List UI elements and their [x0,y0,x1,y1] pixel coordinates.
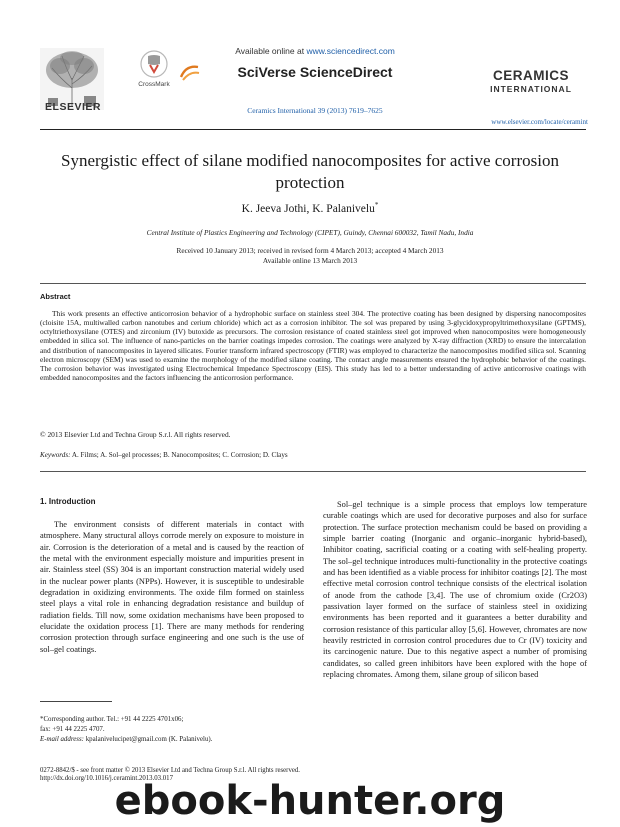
crossmark-icon[interactable] [140,50,168,78]
email-address[interactable]: kpalanivelucipet@gmail.com (K. Palanivelu). [85,736,213,743]
platform-name: SciVerse ScienceDirect [237,64,393,80]
corresponding-author-note: *Corresponding author. Tel.: +91 44 2225 4701x06; [40,716,184,723]
publisher-name: ELSEVIER [45,101,101,113]
watermark-text: ebook-hunter.org [114,778,506,824]
crossmark-label: CrossMark [138,81,170,88]
copyright-line: © 2013 Elsevier Ltd and Techna Group S.r.l. All rights reserved. [40,430,231,439]
received-dates: Received 10 January 2013; received in revised form 4 March 2013; accepted 4 March 2013 [176,246,444,255]
journal-logo-subtitle: INTERNATIONAL [490,84,572,94]
journal-citation-link[interactable]: Ceramics International 39 (2013) 7619–7625 [247,106,383,115]
author-line [100,201,520,215]
article-history [60,246,560,266]
keywords-line [40,451,586,459]
corresponding-author-mark[interactable]: * [374,201,379,209]
email-note [40,735,304,744]
availability-prefix: Available online at [235,46,305,56]
abstract-heading: Abstract [40,292,71,301]
journal-logo-title: CERAMICS [492,68,569,83]
online-date: Available online 13 March 2013 [262,256,358,265]
journal-homepage-link[interactable]: www.elsevier.com/locate/ceramint [491,118,588,126]
keywords-divider [40,471,586,472]
fax-note: fax: +91 44 2225 4707. [40,726,105,733]
section-heading-introduction: 1. Introduction [40,497,96,506]
doi-link[interactable]: http://dx.doi.org/10.1016/j.ceramint.2013.03.017 [40,775,173,782]
footnote-divider [40,701,112,702]
abstract-text: This work presents an effective anticorrosion behavior of a hydrophobic surface on stainless steel 304. The protective coating has been designed by dispersing nanocomposites (cloisite 15A, multiwalled carbon nanotubes and cerium chloride) which act as a corrosion inhibitor. The sol was prepared by using 3-glycidoxypropyltrimethoxysilane (GPTMS), octyltriethoxysilane (OTES) and zirconium (IV) butoxide as precursors. The corrosion resistance of coated stainless steel got improved when nanocomposites were homogeneously embedded in silica sol. The influence of nano-particles on the barrier coatings impedes corrosion. The coatings were analyzed by X-ray diffraction (XRD) to ensure the intercalation and distribution of nanocomposites in layered silicates. Fourier transform infrared spectroscopy (FTIR) was employed to characterize the nanocomposites modified silica sol. Scanning electron microscopy (SEM) was used to examine the morphology of the modified silane coating. The contact angle measurements ensured the hydrophobic behavior of the coatings. The corrosion behavior was investigated using Electrochemical Impedance Spectroscopy (EIS). This study has led to a better understanding of active anticorrosive coatings with embedded nanocomposites and the factors influencing the anticorrosion performance. [40,309,586,383]
author-affiliation: Central Institute of Plastics Engineering and Technology (CIPET), Guindy, Chennai 600032, Tamil Nadu, India [146,228,474,237]
article-title: Synergistic effect of silane modified nanocomposites for active corrosion protection [61,151,559,192]
availability-line [210,46,420,56]
sciencedirect-link[interactable]: www.sciencedirect.com [306,46,395,56]
sciencedirect-logo-icon [178,61,202,83]
front-matter-line: 0272-8842/$ - see front matter © 2013 Elsevier Ltd and Techna Group S.r.l. All rights reserved. [40,767,300,774]
keywords-label: Keywords: [40,451,71,459]
abstract-divider [40,283,586,284]
email-label: E-mail address: [40,736,84,743]
author-names: K. Jeeva Jothi, K. Palanivelu [241,202,375,215]
introduction-paragraph-left: The environment consists of different materials in contact with atmosphere. Many structural alloys corrode merely on exposure to moisture in air. Corrosion is the deterioration of a metal and is caused by the reaction of the metal with the environment especially moisture and impurities present in air. Stainless steel (SS) 304 is an important construction material widely used in the nuclear power plants (NPPs). However, it is susceptible to undesirable degradation in oxidizing environments. The oxide film formed on stainless steel plays a vital role in enhancing degradation resistance and buildup of radiation fields. Till now, some oxidation mechanisms have been proposed to elucidate the oxidation process [1]. There are many methods for rendering corrosion protection through surface engineering and one such is the use of sol–gel coatings. [40,520,304,654]
header-divider [40,129,586,130]
introduction-paragraph-right: Sol–gel technique is a simple process that employs low temperature curable coatings which are used for decorative purposes and also for surface protection. The surface protection mechanism could be based on providing a simple barrier coating (Inorganic and organic–inorganic hybrid-based), Inhibitor coating, sacrificial coating or a coating with self-healing property. The sol–gel technique introduces multi-functionality in the protective coatings and has been identified as a viable process for inhibitor coatings [2]. The most effective metal corrosion control technique consists of the electrical isolation of anode from the cathode [3,4]. The use of chromium oxide (Cr2O3) passivation layer formed on the surface of stainless steel in oxidizing environments has been reported and it guarantees a better durability and corrosion resistance of this particular alloy [5,6]. However, chromates are now heavily restricted in corrosion control procedures due to Cr (IV) toxicity and its carcinogenic nature. Due to this negative aspect a number of promising candidates, so called green inhibitors have been explored with the hope of replacing chromates. Among them, silane group of silicon based [323,500,587,680]
keywords-list: A. Films; A. Sol–gel processes; B. Nanocomposites; C. Corrosion; D. Clays [71,451,288,459]
